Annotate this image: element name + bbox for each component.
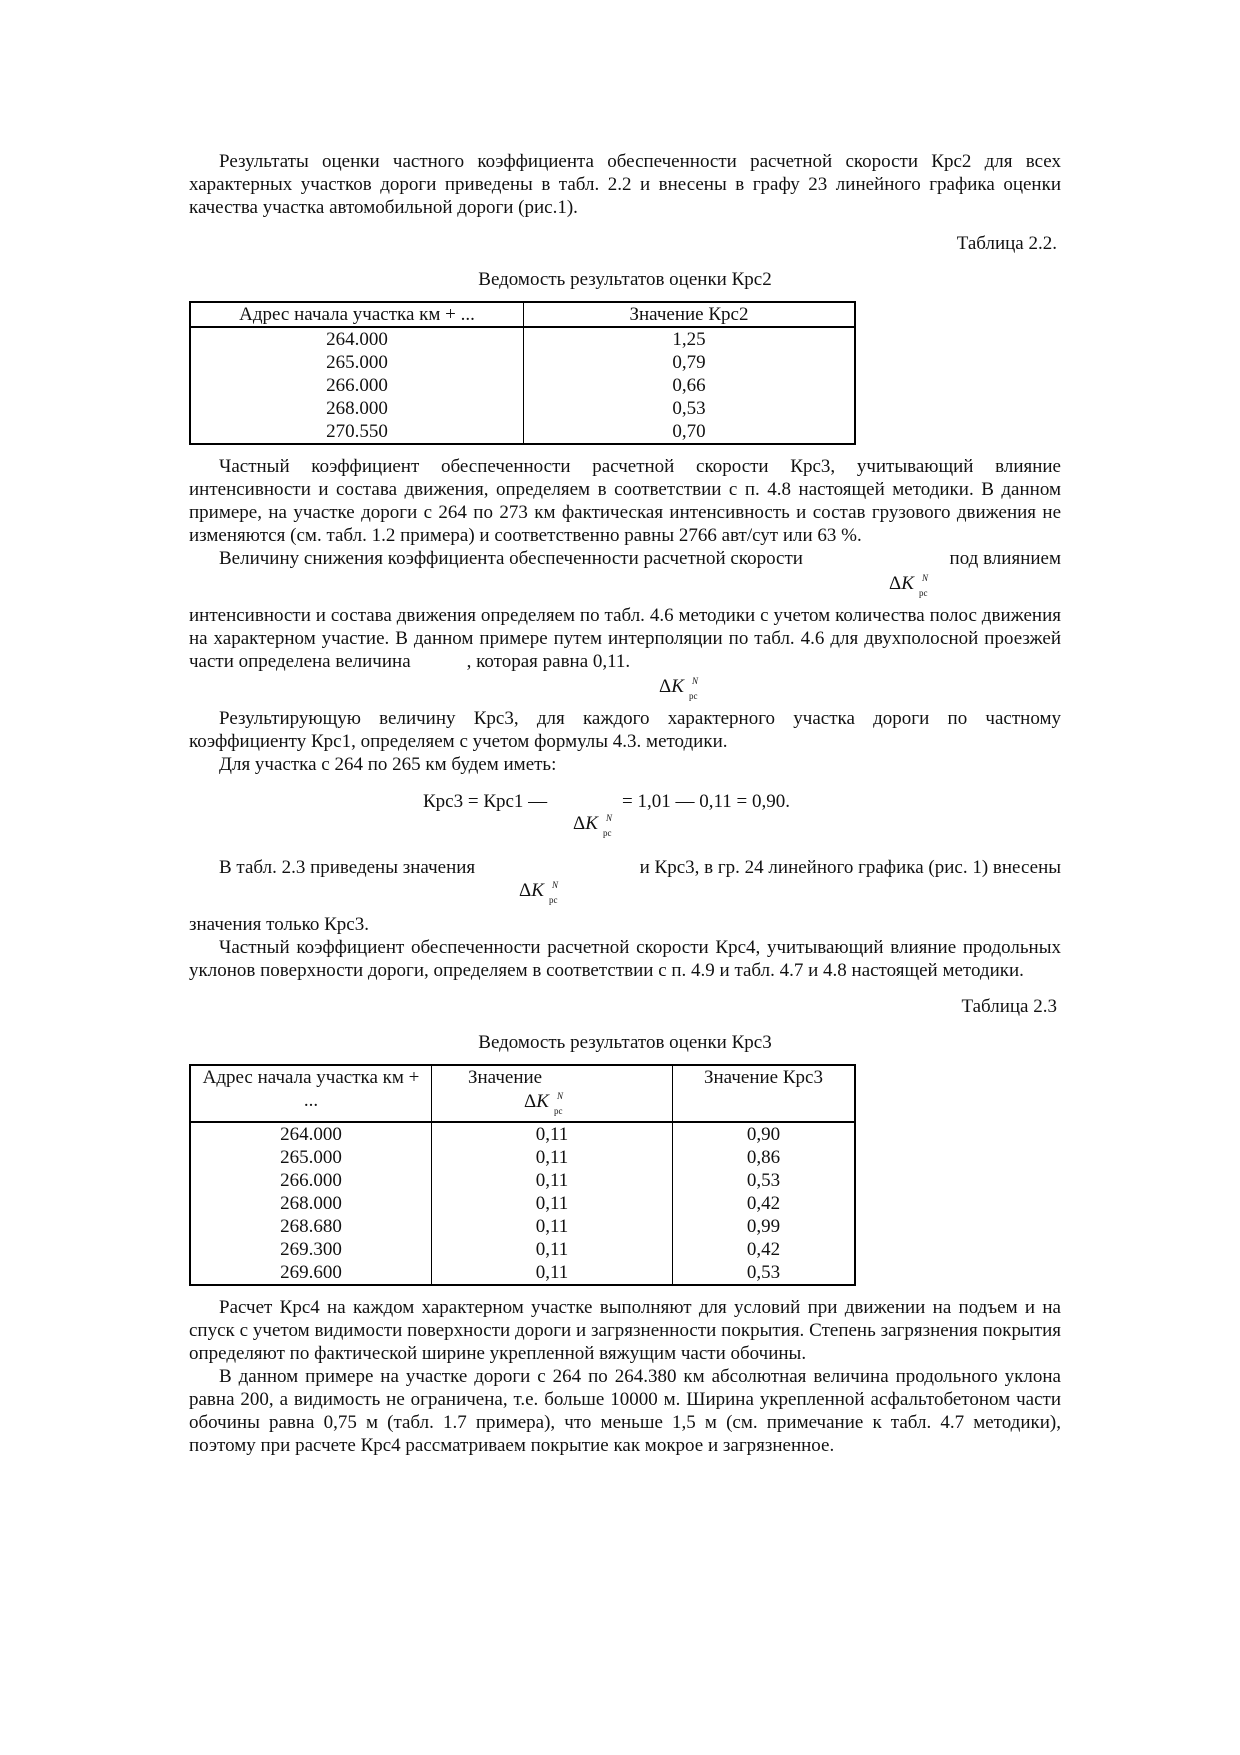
delta-k-symbol: ΔK N рс bbox=[519, 880, 559, 905]
document-page bbox=[189, 150, 1061, 1457]
paragraph-8: Расчет Крс4 на каждом характерном участке выполняют для условий при движении на подъем и на спуск с учетом видимости поверхности дороги и загрязненности покрытия. Степень загрязнения покрытия определяют по фактической ширине укрепленной вяжущим части обочины. bbox=[189, 1297, 1061, 1364]
delta-k-symbol: ΔK N рс bbox=[659, 676, 699, 701]
table-row bbox=[190, 420, 855, 444]
table-row bbox=[190, 1192, 855, 1215]
paragraph-6-continued: значения только Крс3. bbox=[189, 914, 369, 935]
header-address: Адрес начала участка км + ... bbox=[190, 1065, 432, 1122]
table-krs2 bbox=[189, 301, 856, 445]
paragraph-7: Частный коэффициент обеспеченности расчетной скорости Крс4, учитывающий влияние продольных уклонов поверхности дороги, определяем в соответствии с п. 4.9 и табл. 4.7 и 4.8 настоящей методики. bbox=[189, 937, 1061, 981]
paragraph-5: Для участка с 264 по 265 км будем иметь: bbox=[219, 754, 557, 775]
header-delta-k bbox=[432, 1065, 673, 1122]
paragraph-3-continued: интенсивности и состава движения определяем по табл. 4.6 методики с учетом количества полос движения на характерном участие. В данном примере путем интерполяции по табл. 4.6 для двухполосной проезжей части определена величина , которая равна 0,11. bbox=[189, 605, 1061, 672]
cell-delta-k: 0,11 bbox=[432, 1169, 673, 1192]
cell-krs3: 0,86 bbox=[746, 1147, 781, 1168]
table-row bbox=[190, 1238, 855, 1261]
cell-address: 268.000 bbox=[190, 1192, 432, 1215]
formula-krs3 bbox=[189, 790, 1061, 842]
table-row bbox=[190, 351, 855, 374]
cell-delta-k: 0,11 bbox=[432, 1192, 673, 1215]
cell-address: 264.000 bbox=[190, 327, 524, 351]
cell-value: 0,79 bbox=[672, 352, 706, 373]
cell-krs3: 0,42 bbox=[746, 1193, 781, 1214]
cell-address: 269.300 bbox=[190, 1238, 432, 1261]
cell-address: 266.000 bbox=[190, 1169, 432, 1192]
delta-k-line-3 bbox=[189, 879, 1061, 913]
paragraph-3-end: под влиянием bbox=[949, 548, 1061, 569]
cell-delta-k: 0,11 bbox=[432, 1215, 673, 1238]
table-row bbox=[190, 397, 855, 420]
paragraph-6-end: и Крс3, в гр. 24 линейного графика (рис. 1) внесены bbox=[639, 857, 1061, 878]
cell-delta-k: 0,11 bbox=[432, 1261, 673, 1285]
cell-address: 270.550 bbox=[190, 420, 524, 444]
cell-address: 266.000 bbox=[190, 374, 524, 397]
cell-krs3: 0,53 bbox=[746, 1262, 781, 1283]
cell-value: 0,70 bbox=[672, 421, 706, 442]
delta-k-symbol: ΔK N рс bbox=[524, 1091, 564, 1116]
table-header-row bbox=[190, 1065, 855, 1122]
header-krs3: Значение Крс3 bbox=[673, 1065, 856, 1122]
cell-address: 264.000 bbox=[190, 1122, 432, 1146]
cell-krs3: 0,42 bbox=[746, 1239, 781, 1260]
cell-address: 269.600 bbox=[190, 1261, 432, 1285]
cell-address: 265.000 bbox=[190, 1146, 432, 1169]
table-row bbox=[190, 374, 855, 397]
table-2-3-caption: Ведомость результатов оценки Крс3 bbox=[478, 1032, 772, 1053]
cell-delta-k: 0,11 bbox=[432, 1122, 673, 1146]
delta-k-line-2 bbox=[189, 673, 1061, 707]
table-row bbox=[190, 1122, 855, 1146]
paragraph-3-start: Величину снижения коэффициента обеспеченности расчетной скорости bbox=[219, 548, 803, 569]
table-2-2-caption: Ведомость результатов оценки Крс2 bbox=[478, 269, 772, 290]
table-row bbox=[190, 1146, 855, 1169]
table-2-2-label: Таблица 2.2. bbox=[956, 233, 1057, 254]
delta-k-line-1 bbox=[189, 570, 1061, 604]
delta-k-symbol: ΔK N рс bbox=[889, 573, 929, 598]
cell-value: 1,25 bbox=[672, 329, 706, 350]
paragraph-9: В данном примере на участке дороги с 264 по 264.380 км абсолютная величина продольного уклона равна 200, а видимость не ограничена, т.е. больше 10000 м. Ширина укрепленной асфальтобетоном части обочины равна 0,75 м (табл. 1.7 примера), что меньше 1,5 м (см. примечание к табл. 4.7 методики), поэтому при расчете Крс4 рассматриваем покрытие как мокрое и загрязненное. bbox=[189, 1366, 1061, 1456]
paragraph-6-line-1 bbox=[189, 856, 1061, 879]
paragraph-4: Результирующую величину Крс3, для каждого характерного участка дороги по частному коэффициенту Крс1, определяем с учетом формулы 4.3. методики. bbox=[189, 708, 1061, 752]
cell-krs3: 0,99 bbox=[746, 1216, 781, 1237]
cell-address: 268.680 bbox=[190, 1215, 432, 1238]
table-row bbox=[190, 1169, 855, 1192]
cell-delta-k: 0,11 bbox=[432, 1238, 673, 1261]
cell-value: 0,53 bbox=[672, 398, 706, 419]
table-header-row bbox=[190, 302, 855, 327]
table-row bbox=[190, 1261, 855, 1285]
paragraph-1: Результаты оценки частного коэффициента обеспеченности расчетной скорости Крс2 для всех характерных участков дороги приведены в табл. 2.2 и внесены в графу 23 линейного графика оценки качества участка автомобильной дороги (рис.1). bbox=[189, 151, 1061, 218]
header-delta-k-label: Значение bbox=[468, 1067, 543, 1088]
cell-krs3: 0,90 bbox=[746, 1124, 781, 1145]
header-value: Значение Крс2 bbox=[524, 302, 856, 327]
table-krs3 bbox=[189, 1064, 856, 1286]
paragraph-3-line-1 bbox=[189, 547, 1061, 570]
formula-left: Крс3 = Крс1 — bbox=[423, 791, 548, 812]
cell-delta-k: 0,11 bbox=[432, 1146, 673, 1169]
cell-krs3: 0,53 bbox=[746, 1170, 781, 1191]
cell-address: 265.000 bbox=[190, 351, 524, 374]
table-2-3-label: Таблица 2.3 bbox=[961, 996, 1057, 1017]
table-row bbox=[190, 1215, 855, 1238]
paragraph-2: Частный коэффициент обеспеченности расчетной скорости Крс3, учитывающий влияние интенсивности и состава движения, определяем в соответствии с п. 4.8 настоящей методики. В данном примере, на участке дороги с 264 по 273 км фактическая интенсивность и состав грузового движения не изменяются (см. табл. 1.2 примера) и соответственно равны 2766 авт/сут или 63 %. bbox=[189, 456, 1061, 546]
table-row bbox=[190, 327, 855, 351]
cell-address: 268.000 bbox=[190, 397, 524, 420]
paragraph-6-start: В табл. 2.3 приведены значения bbox=[219, 857, 476, 878]
header-address: Адрес начала участка км + ... bbox=[190, 302, 524, 327]
cell-value: 0,66 bbox=[672, 375, 706, 396]
formula-right: = 1,01 — 0,11 = 0,90. bbox=[622, 791, 790, 812]
delta-k-symbol: ΔK N рс bbox=[573, 813, 613, 838]
